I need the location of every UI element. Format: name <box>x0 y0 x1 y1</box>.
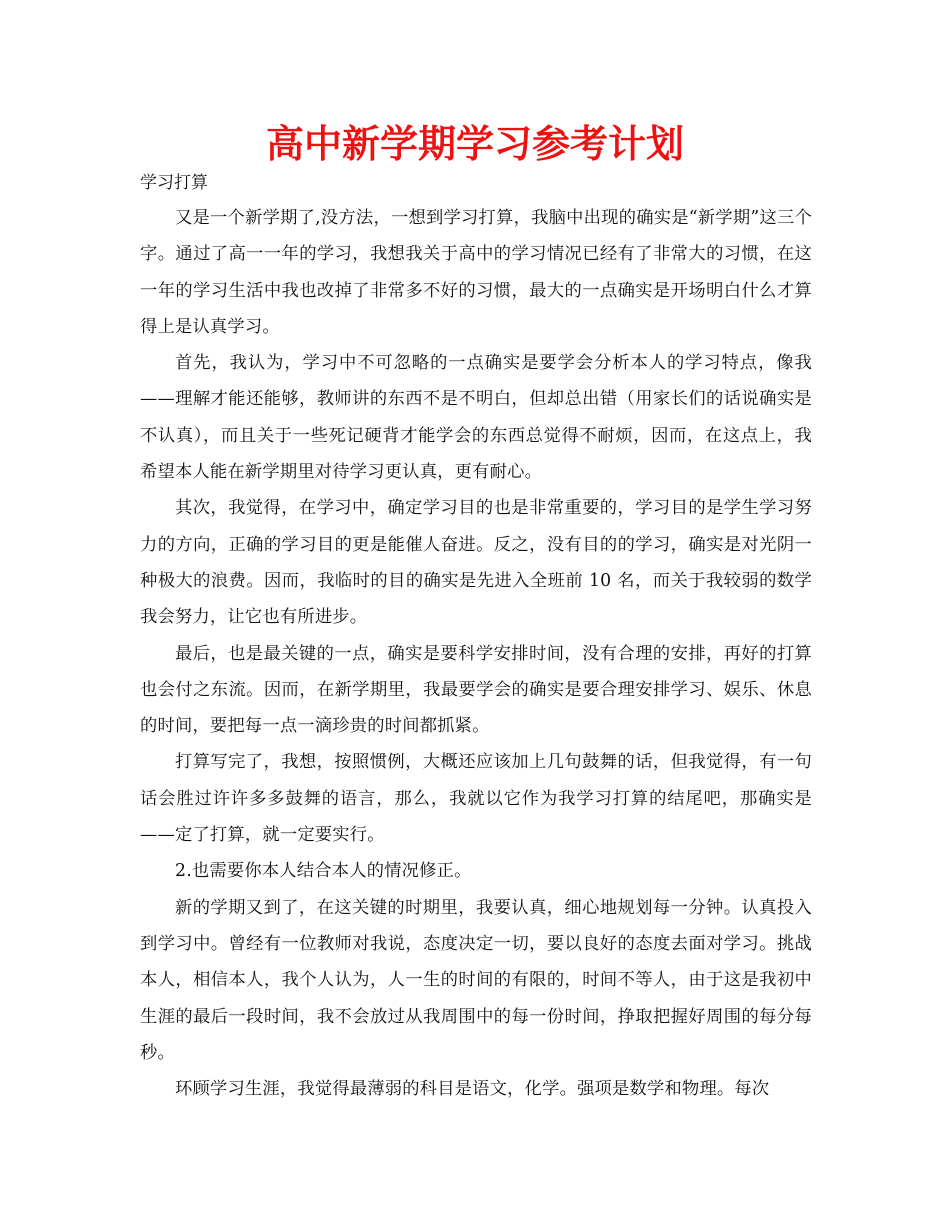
document-body <box>140 200 812 1107</box>
section-heading: 学习打算 <box>140 173 208 193</box>
paragraph-6: 2.也需要你本人结合本人的情况修正。 <box>175 861 472 882</box>
document-title: 高中新学期学习参考计划 <box>265 122 684 166</box>
paragraph-5: 打算写完了，我想，按照惯例，大概还应该加上几句鼓舞的话，但我觉得，有一句话会胜过许许多多鼓舞的语言，那么，我就以它作为我学习打算的结尾吧，那确实是——定了打算，就一定要实行。 <box>140 752 812 846</box>
paragraph-4: 最后，也是最关键的一点，确实是要科学安排时间，没有合理的安排，再好的打算也会付之东流。因而，在新学期里，我最要学会的确实是要合理安排学习、娱乐、休息的时间，要把每一点一滴珍贵的时间都抓紧。 <box>140 643 812 737</box>
paragraph-7: 新的学期又到了，在这关键的时期里，我要认真，细心地规划每一分钟。认真投入到学习中。曾经有一位教师对我说，态度决定一切，要以良好的态度去面对学习。挑战本人，相信本人，我个人认为，人一生的时间的有限的，时间不等人，由于这是我初中生涯的最后一段时间，我不会放过从我周围中的每一份时间，挣取把握好周围的每分每秒。 <box>140 897 812 1063</box>
paragraph-3: 其次，我觉得，在学习中，确定学习目的也是非常重要的，学习目的是学生学习努力的方向，正确的学习目的更是能催人奋进。反之，没有目的的学习，确实是对光阴一种极大的浪费。因而，我临时的目的确实是先进入全班前 10 名，而关于我较弱的数学我会努力，让它也有所进步。 <box>140 498 812 628</box>
paragraph-1: 又是一个新学期了,没方法，一想到学习打算，我脑中出现的确实是“新学期”这三个字。通过了高一一年的学习，我想我关于高中的学习情况已经有了非常大的习惯，在这一年的学习生活中我也改掉了非常多不好的习惯，最大的一点确实是开场明白什么才算得上是认真学习。 <box>140 208 812 337</box>
paragraph-2: 首先，我认为，学习中不可忽略的一点确实是要学会分析本人的学习特点，像我——理解才能还能够，教师讲的东西不是不明白，但却总出错（用家长们的话说确实是不认真），而且关于一些死记硬背才能学会的东西总觉得不耐烦，因而，在这点上，我希望本人能在新学期里对待学习更认真，更有耐心。 <box>140 353 812 483</box>
paragraph-8: 环顾学习生涯，我觉得最薄弱的科目是语文，化学。强项是数学和物理。每次 <box>175 1079 770 1100</box>
